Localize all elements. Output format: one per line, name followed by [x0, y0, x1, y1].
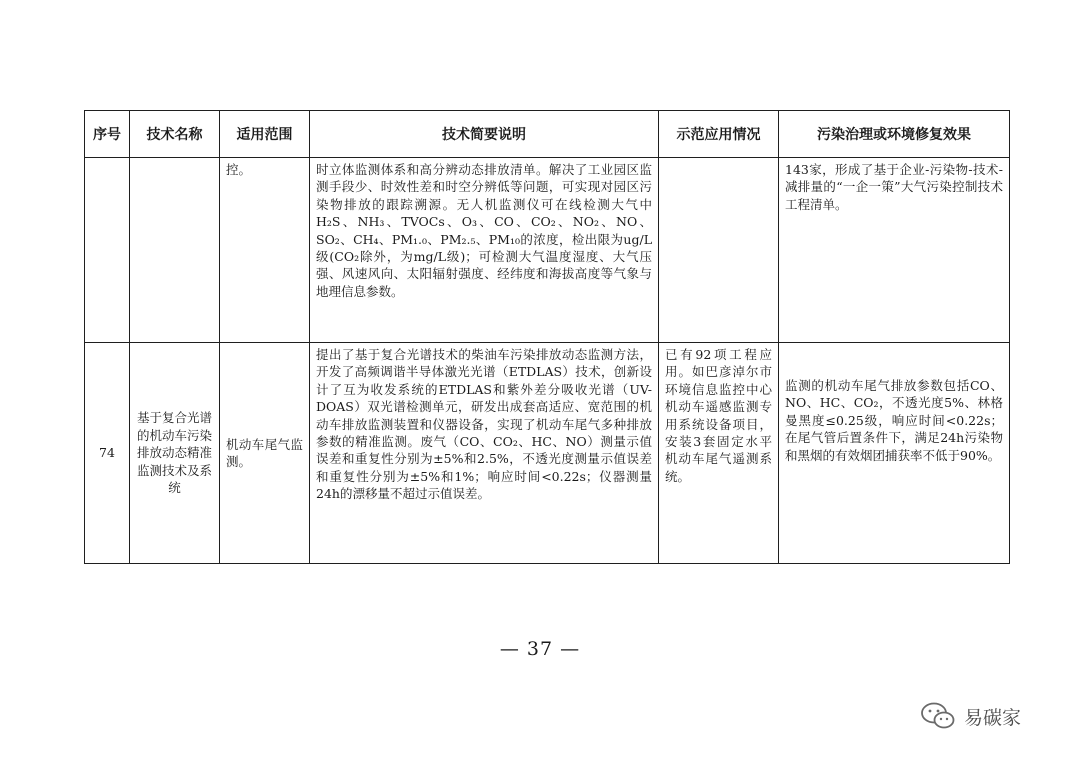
cell-description: 时立体监测体系和高分辨动态排放清单。解决了工业园区监测手段少、时效性差和时空分辨低等问题，可实现对园区污染物排放的跟踪溯源。无人机监测仪可在线检测大气中H₂S、NH₃、TVOCs、O₃、CO、CO₂、NO₂、NO、SO₂、CH₄、PM₁.₀、PM₂.₅、PM₁₀的浓度，检出限为ug/L级(CO₂除外，为mg/L级)；可检测大气温度湿度、大气压强、风速风向、太阳辐射强度、经纬度和海拔高度等气象与地理信息参数。: [310, 158, 659, 343]
cell-name: 基于复合光谱的机动车污染排放动态精准监测技术及系统: [130, 343, 220, 564]
table-row: [85, 343, 1010, 564]
header-tech-name: 技术名称: [130, 111, 220, 158]
header-scope: 适用范围: [220, 111, 310, 158]
header-demo: 示范应用情况: [659, 111, 779, 158]
cell-description: 提出了基于复合光谱技术的柴油车污染排放动态监测方法，开发了高频调谐半导体激光光谱（ETDLAS）技术，创新设计了互为收发系统的ETDLAS和紫外差分吸收光谱（UV-DOAS）双光谱检测单元，研发出成套高适应、宽范围的机动车排放监测装置和仪器设备，实现了机动车尾气多种排放参数的精准监测。废气（CO、CO₂、HC、NO）测量示值误差和重复性分别为±5%和2.5%，不透光度测量示值误差和重复性分别为±5%和1%；响应时间<0.22s；仪器测量24h的漂移量不超过示值误差。: [310, 343, 659, 564]
cell-demo: 已有92项工程应用。如巴彦淖尔市环境信息监控中心机动车遥感监测专用系统设备项目，安装3套固定水平机动车尾气遥测系统。: [659, 343, 779, 564]
table-row: [85, 158, 1010, 343]
watermark: [920, 700, 1070, 732]
cell-scope: 机动车尾气监测。: [220, 343, 310, 564]
technology-table: [84, 110, 1010, 564]
header-description: 技术简要说明: [310, 111, 659, 158]
cell-scope: 控。: [220, 158, 310, 343]
cell-demo: [659, 158, 779, 343]
cell-name: [130, 158, 220, 343]
cell-no: 74: [85, 343, 130, 564]
table-header-row: [85, 111, 1010, 158]
page-number: — 37 —: [499, 638, 581, 660]
cell-effect: 143家，形成了基于企业-污染物-技术-减排量的“一企一策”大气污染控制技术工程清单。: [779, 158, 1010, 343]
cell-effect: 监测的机动车尾气排放参数包括CO、NO、HC、CO₂，不透光度5%、林格曼黑度≤0.25级，响应时间<0.22s；在尾气管后置条件下，满足24h污染物和黑烟的有效烟团捕获率不低于90%。: [779, 343, 1010, 564]
header-no: 序号: [85, 111, 130, 158]
cell-no: [85, 158, 130, 343]
wechat-icon: [920, 701, 956, 731]
header-effect: 污染治理或环境修复效果: [779, 111, 1010, 158]
watermark-label: 易碳家: [964, 706, 1022, 729]
